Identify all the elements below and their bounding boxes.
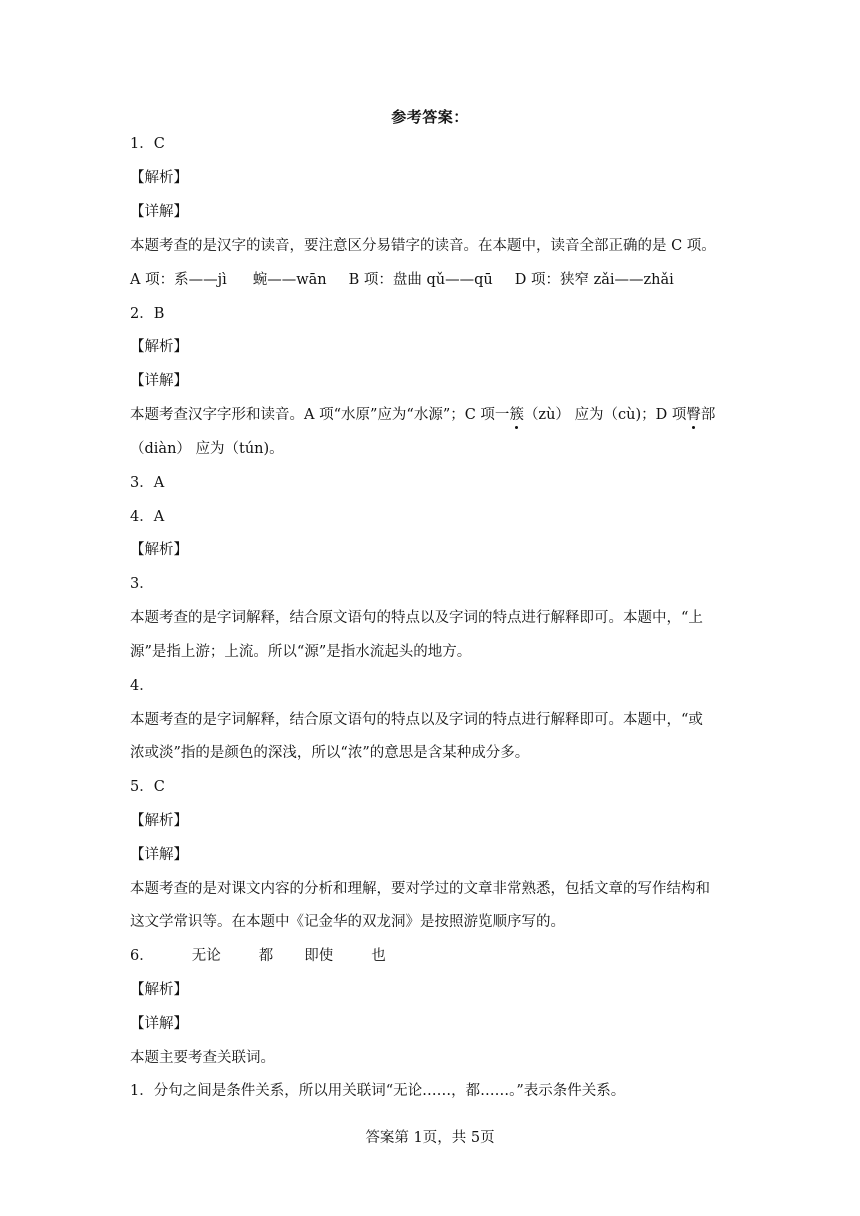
q1-answer: 1．C xyxy=(130,136,165,152)
q4-sub3-text-line2: 源”是指上游；上流。所以“源”是指水流起头的地方。 xyxy=(130,644,472,660)
q6-answer-line xyxy=(130,947,742,965)
q6-xiangjie-label: 【详解】 xyxy=(130,1016,188,1032)
q6-explanation-line2: 1．分句之间是条件关系，所以用关联词“无论……，都……。”表示条件关系。 xyxy=(130,1083,626,1099)
q5-explanation-line1: 本题考查的是对课文内容的分析和理解，要对学过的文章非常熟悉，包括文章的写作结构和 xyxy=(130,881,710,897)
q1-option-d: D 项：狭窄 zǎi——zhǎi xyxy=(514,272,674,288)
q4-sub4-text-line2: 浓或淡”指的是颜色的深浅，所以“浓”的意思是含某种成分多。 xyxy=(130,745,530,761)
q6-word-3: 即使 xyxy=(304,948,334,964)
q2-explanation-line1 xyxy=(130,406,742,424)
q2-jiexi-label: 【解析】 xyxy=(130,339,188,355)
q2-text-b: （zù） 应为（cù)；D 项 xyxy=(523,407,687,423)
q5-xiangjie-label: 【详解】 xyxy=(130,847,188,863)
q6-explanation-line1: 本题主要考查关联词。 xyxy=(130,1050,275,1066)
q1-option-a: A 项：系——jì xyxy=(130,272,227,288)
q1-options-line xyxy=(130,271,742,289)
q4-jiexi-label: 【解析】 xyxy=(130,542,188,558)
q5-explanation-line2: 这文学常识等。在本题中《记金华的双龙洞》是按照游览顺序写的。 xyxy=(130,914,565,930)
page-footer: 答案第 1页，共 5页 xyxy=(365,1130,495,1146)
page-title: 参考答案： xyxy=(391,108,469,126)
q4-sub3-label: 3． xyxy=(130,576,154,592)
q2-text-a: 本题考查汉字字形和读音。A 项“水原”应为“水源”；C 项一 xyxy=(130,407,510,423)
q4-answer: 4．A xyxy=(130,509,165,525)
q1-option-a-part2: 蜿——wān xyxy=(252,272,327,288)
q6-word-1: 无论 xyxy=(191,948,221,964)
q2-dotted-char-2: 臀 xyxy=(686,407,701,423)
q2-text-c: 部 xyxy=(700,407,716,423)
q4-sub4-label: 4． xyxy=(130,678,154,694)
q4-sub3-text-line1: 本题考查的是字词解释，结合原文语句的特点以及字词的特点进行解释即可。本题中，“上 xyxy=(130,610,703,626)
q5-answer: 5．C xyxy=(130,779,165,795)
q6-jiexi-label: 【解析】 xyxy=(130,982,188,998)
q2-xiangjie-label: 【详解】 xyxy=(130,373,188,389)
q2-dotted-char-1: 簇 xyxy=(509,407,524,423)
q6-number: 6． xyxy=(130,948,154,964)
q6-word-2: 都 xyxy=(258,948,274,964)
q6-word-4: 也 xyxy=(371,948,386,964)
q3-answer: 3．A xyxy=(130,475,165,491)
q1-xiangjie-label: 【详解】 xyxy=(130,204,188,220)
q4-sub4-text-line1: 本题考查的是字词解释，结合原文语句的特点以及字词的特点进行解释即可。本题中，“或 xyxy=(130,712,703,728)
q1-explanation: 本题考查的是汉字的读音，要注意区分易错字的读音。在本题中，读音全部正确的是 C 项。 xyxy=(130,238,716,254)
q5-jiexi-label: 【解析】 xyxy=(130,813,188,829)
q1-option-b: B 项：盘曲 qǔ——qū xyxy=(348,272,493,288)
q1-jiexi-label: 【解析】 xyxy=(130,170,188,186)
q2-explanation-line2: （diàn） 应为（tún)。 xyxy=(130,441,284,457)
q2-answer: 2．B xyxy=(130,306,165,322)
